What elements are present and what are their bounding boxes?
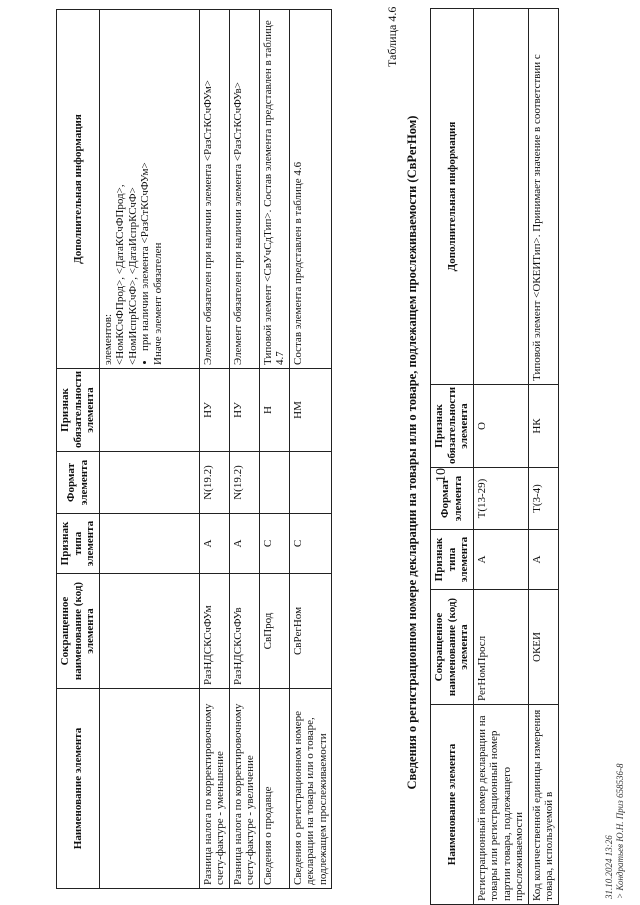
continued-info: элементов: <НомКСчФПрод>, <ДатаКСчФПрод>, <НомИспрКСчФ>, <ДатаИспрКСчФ> • при наличии элемента <РазСтКСчФУм> Иначе элемент обязателен [99,10,199,369]
page-number: 10 [434,468,449,482]
table-row: Код количественной единицы измерения товара, используемой в ОКЕИ А T(3-4) НК Типовой элемент <ОКЕИТип>. Принимает значение в соответствии с [528,9,558,905]
table-row: Разница налога по корректировочному счету-фактуре - увеличение РазНДСКСчФУв А N(19.2) НУ Элемент обязателен при наличии элемента <РазСтКСчФУв> [229,10,259,889]
table-title: Сведения о регистрационном номере декларации на товары или о товаре, подлежащем прослеживаемости (СвРегНом) [405,115,419,790]
footer-stamp: 31.10.2024 13:26 > Кондратьев Ю.Н. Приз 658536-8 [604,763,625,899]
table-row: Разница налога по корректировочному счету-фактуре - уменьшение РазНДСКСчФУм А N(19.2) НУ Элемент обязателен при наличии элемента <РазСтКСчФУм> [199,10,229,889]
table-label: Таблица 4.6 [385,6,399,67]
header-name: Наименование элемента [57,689,100,889]
table-header-row [57,10,100,889]
header-req: Признак обязательности элемента [57,369,100,452]
table-row: Сведения о регистрационном номере декларации на товары или о товаре, подлежащем прослеживаемости СвРегНом С НМ Состав элемента представлен в таблице 4.6 [289,10,332,889]
header-format: Формат элемента [57,452,100,514]
header-info: Дополнительная информация [57,10,100,369]
table-row: Регистрационный номер декларации на товары или регистрационный номер партии товара, подлежащего прослеживаемости РегНомПросл А T(13-29) О [473,9,528,905]
svregnom-table [430,8,559,905]
table-row: Сведения о продавце СвПрод С Н Типовой элемент <СвУчСдТип>. Состав элемента представлен в таблице 4.7 [259,10,289,889]
header-short: Сокращенное наименование (код) элемента [57,574,100,689]
table-header-row: Наименование элемента Сокращенное наименование (код) элемента Признак типа элемента Формат элемента Признак обязательности элемента Дополнительная информация [431,9,474,905]
table-row [99,10,199,889]
header-type: Признак типа элемента [57,514,100,574]
elements-table-continued [56,9,332,889]
